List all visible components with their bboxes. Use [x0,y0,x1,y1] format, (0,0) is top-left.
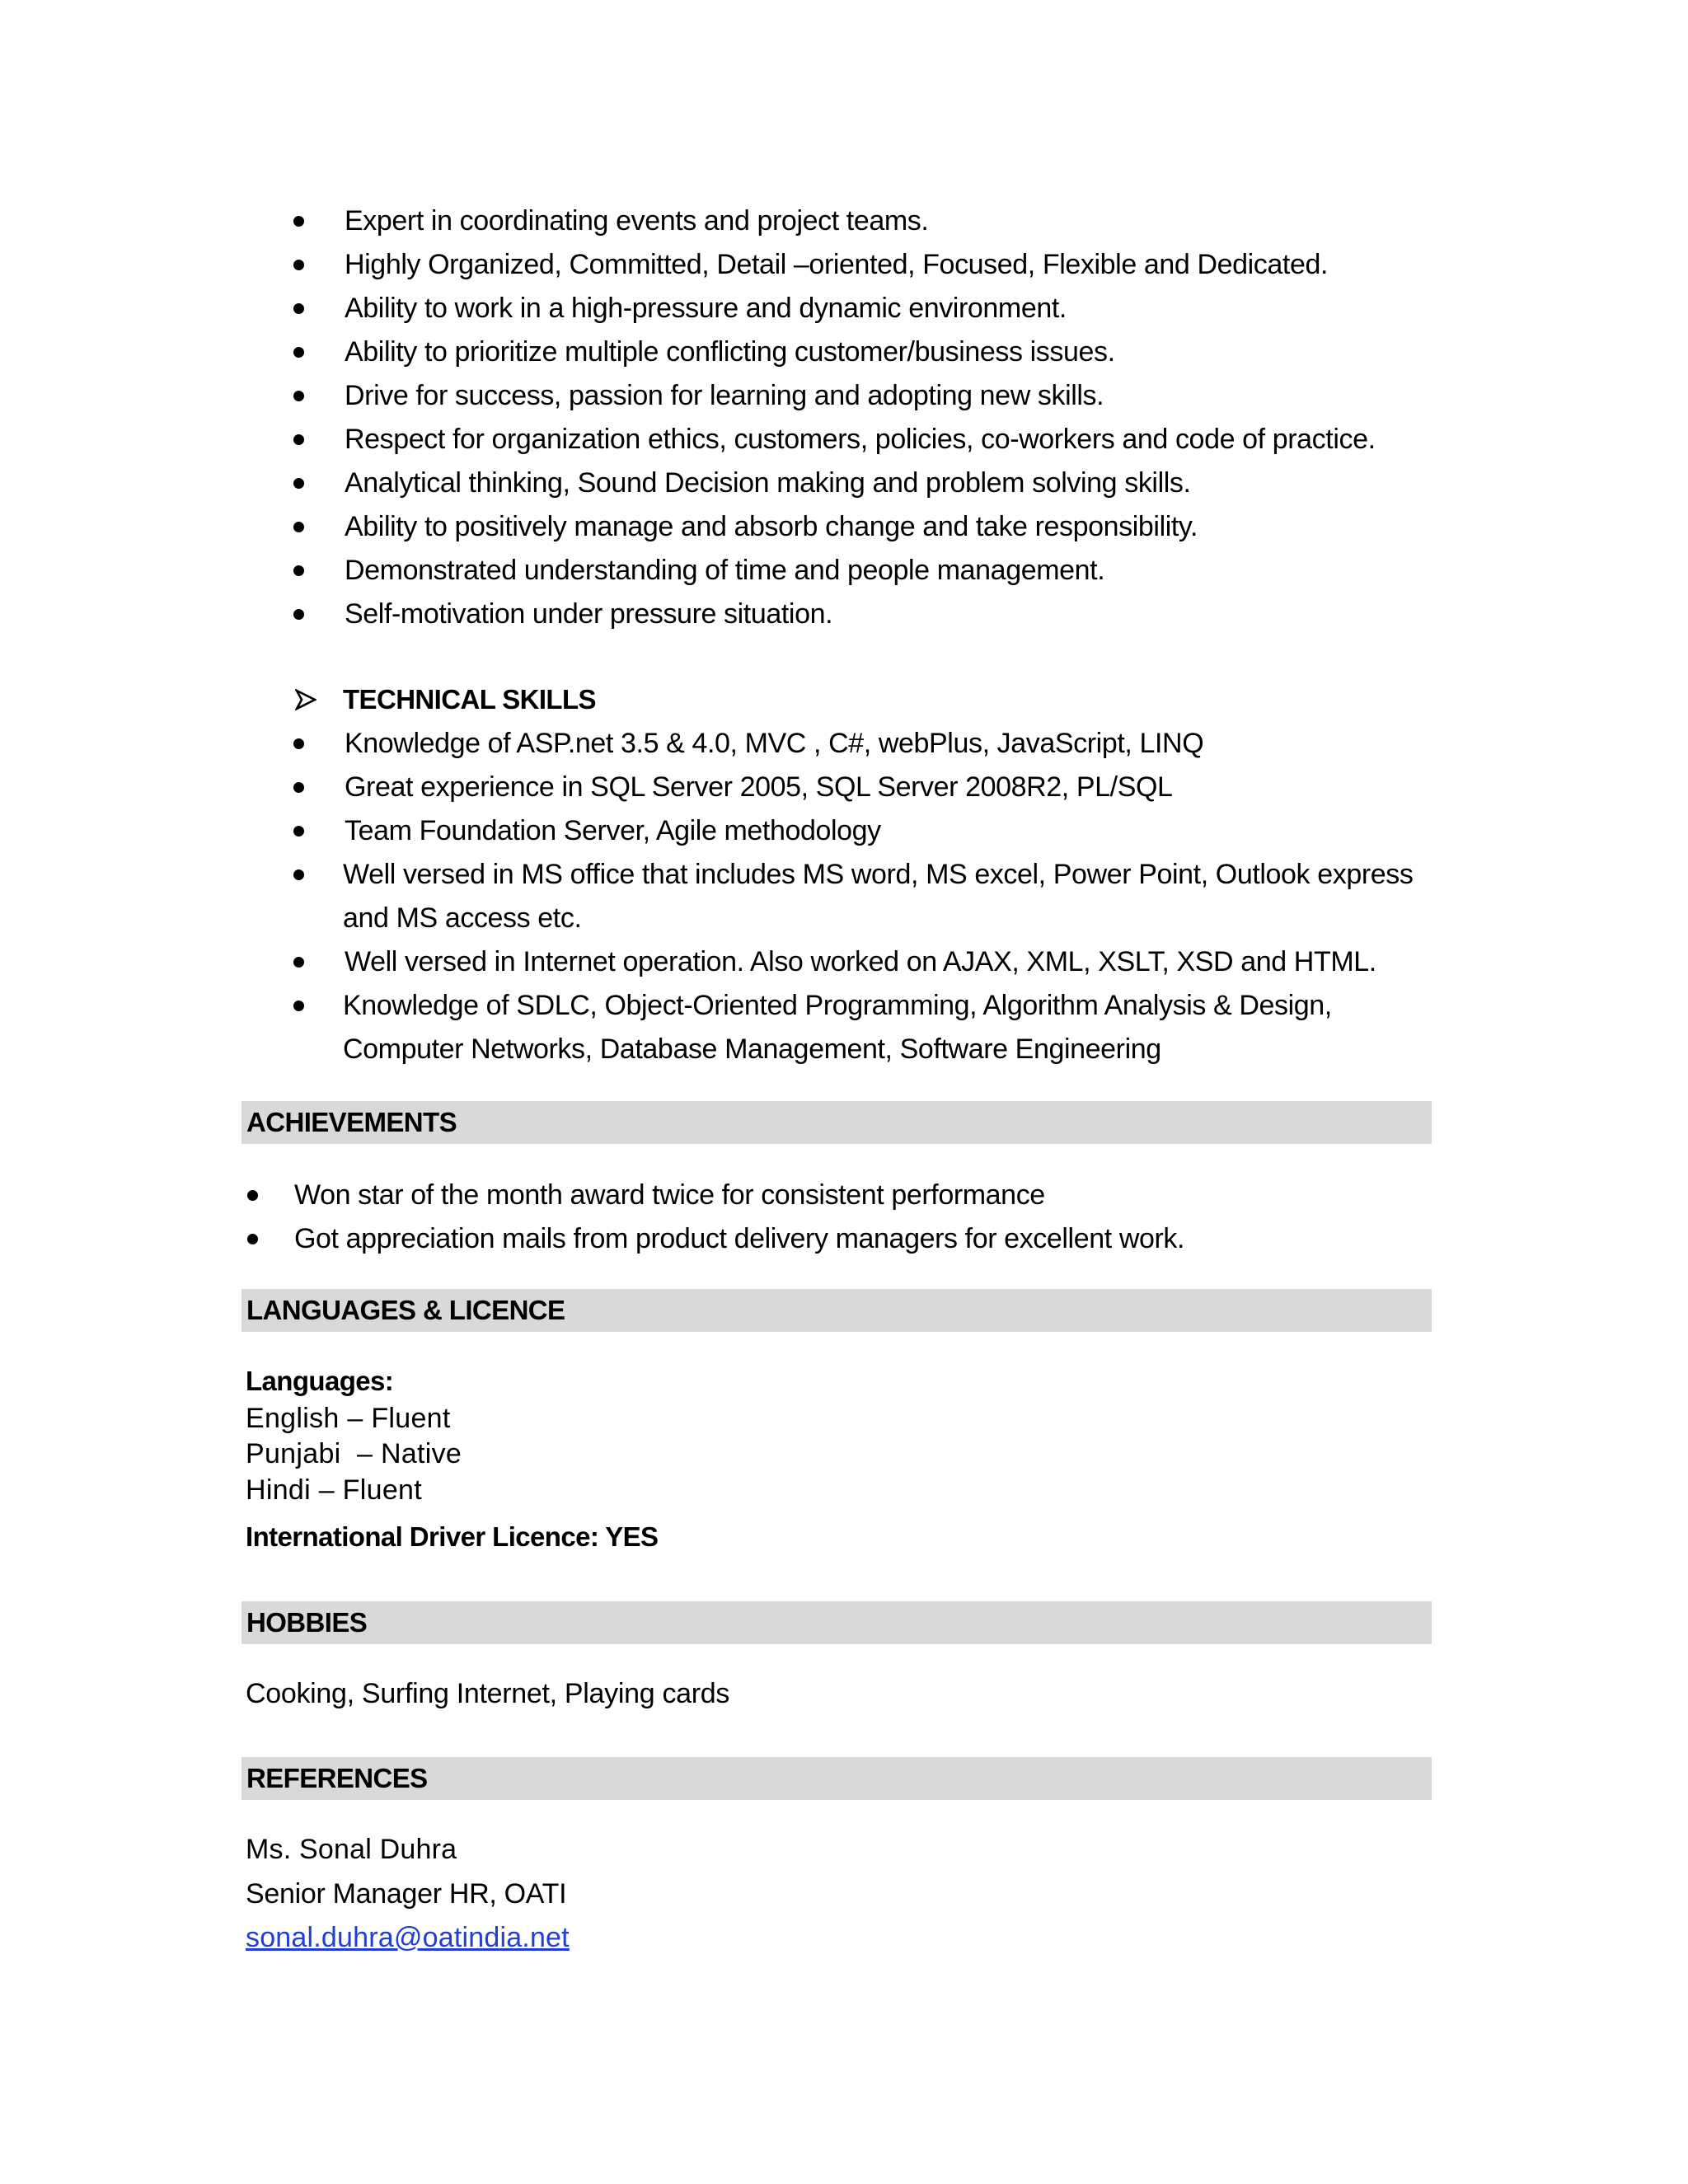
bullet-icon [293,347,304,358]
list-item: Ability to prioritize multiple conflicting customer/business issues. [297,330,1451,374]
bullet-icon [293,260,304,270]
bullet-icon [293,478,304,489]
bullet-icon [293,303,304,314]
bullet-icon [293,826,304,837]
bullet-icon [293,738,304,749]
hobbies-section-header [241,1601,1432,1644]
bullet-icon [247,1190,258,1201]
references-section-header [241,1757,1432,1800]
references-heading: REFERENCES [246,1763,428,1793]
reference-email-link[interactable]: sonal.duhra@oatindia.net [246,1922,570,1953]
technical-skills-heading: TECHNICAL SKILLS [343,684,596,715]
bullet-icon [293,434,304,445]
list-item: Self-motivation under pressure situation. [297,593,1451,636]
list-item: Well versed in MS office that includes MS word, MS excel, Power Point, Outlook express and MS access etc. [297,853,1439,940]
list-item: Demonstrated understanding of time and people management. [297,549,1451,593]
list-item: Highly Organized, Committed, Detail –oriented, Focused, Flexible and Dedicated. [297,243,1451,287]
hobbies-text: Cooking, Surfing Internet, Playing cards [246,1678,730,1709]
hobbies-heading: HOBBIES [246,1607,368,1638]
list-item: Analytical thinking, Sound Decision making and problem solving skills. [297,462,1451,505]
list-item: Got appreciation mails from product delivery managers for excellent work. [247,1217,1401,1261]
bullet-icon [293,609,304,620]
driver-licence: International Driver Licence: YES [246,1521,659,1552]
bullet-icon [293,782,304,793]
list-item: Respect for organization ethics, customers, policies, co-workers and code of practice. [297,418,1451,462]
list-item: Great experience in SQL Server 2005, SQL Server 2008R2, PL/SQL [297,766,1451,809]
list-item: Drive for success, passion for learning and adopting new skills. [297,374,1451,418]
achievements-section-header [241,1101,1432,1144]
technical-skills-list [297,722,1451,1071]
bullet-icon [293,391,304,401]
list-item: Ability to work in a high-pressure and dynamic environment. [297,287,1451,330]
bullet-icon [293,565,304,576]
bullet-icon [293,957,304,968]
bullet-icon [293,869,304,880]
bullet-icon [247,1234,258,1244]
bullet-icon [293,216,304,227]
language-item: Hindi – Fluent [246,1474,422,1506]
bullet-icon [293,522,304,532]
languages-licence-heading: LANGUAGES & LICENCE [246,1295,565,1325]
list-item: Well versed in Internet operation. Also worked on AJAX, XML, XSLT, XSD and HTML. [297,940,1451,984]
languages-licence-section-header [241,1289,1432,1332]
bullet-icon [293,1001,304,1011]
arrow-bullet-icon [295,689,316,710]
personal-qualities-list [297,199,1451,636]
list-item: Ability to positively manage and absorb change and take responsibility. [297,505,1451,549]
list-item: Knowledge of SDLC, Object-Oriented Programming, Algorithm Analysis & Design, Computer Networks, Database Management, Software Engineering [297,984,1332,1071]
reference-title: Senior Manager HR, OATI [246,1878,567,1910]
list-item: Knowledge of ASP.net 3.5 & 4.0, MVC , C#, webPlus, JavaScript, LINQ [297,722,1451,766]
language-item: English – Fluent [246,1403,451,1434]
list-item: Won star of the month award twice for consistent performance [247,1174,1401,1217]
reference-name: Ms. Sonal Duhra [246,1834,457,1865]
achievements-list [247,1174,1401,1261]
list-item: Expert in coordinating events and project teams. [297,199,1451,243]
list-item: Team Foundation Server, Agile methodology [297,809,1451,853]
languages-label: Languages: [246,1366,394,1396]
achievements-heading: ACHIEVEMENTS [246,1107,457,1137]
language-item: Punjabi – Native [246,1438,462,1469]
